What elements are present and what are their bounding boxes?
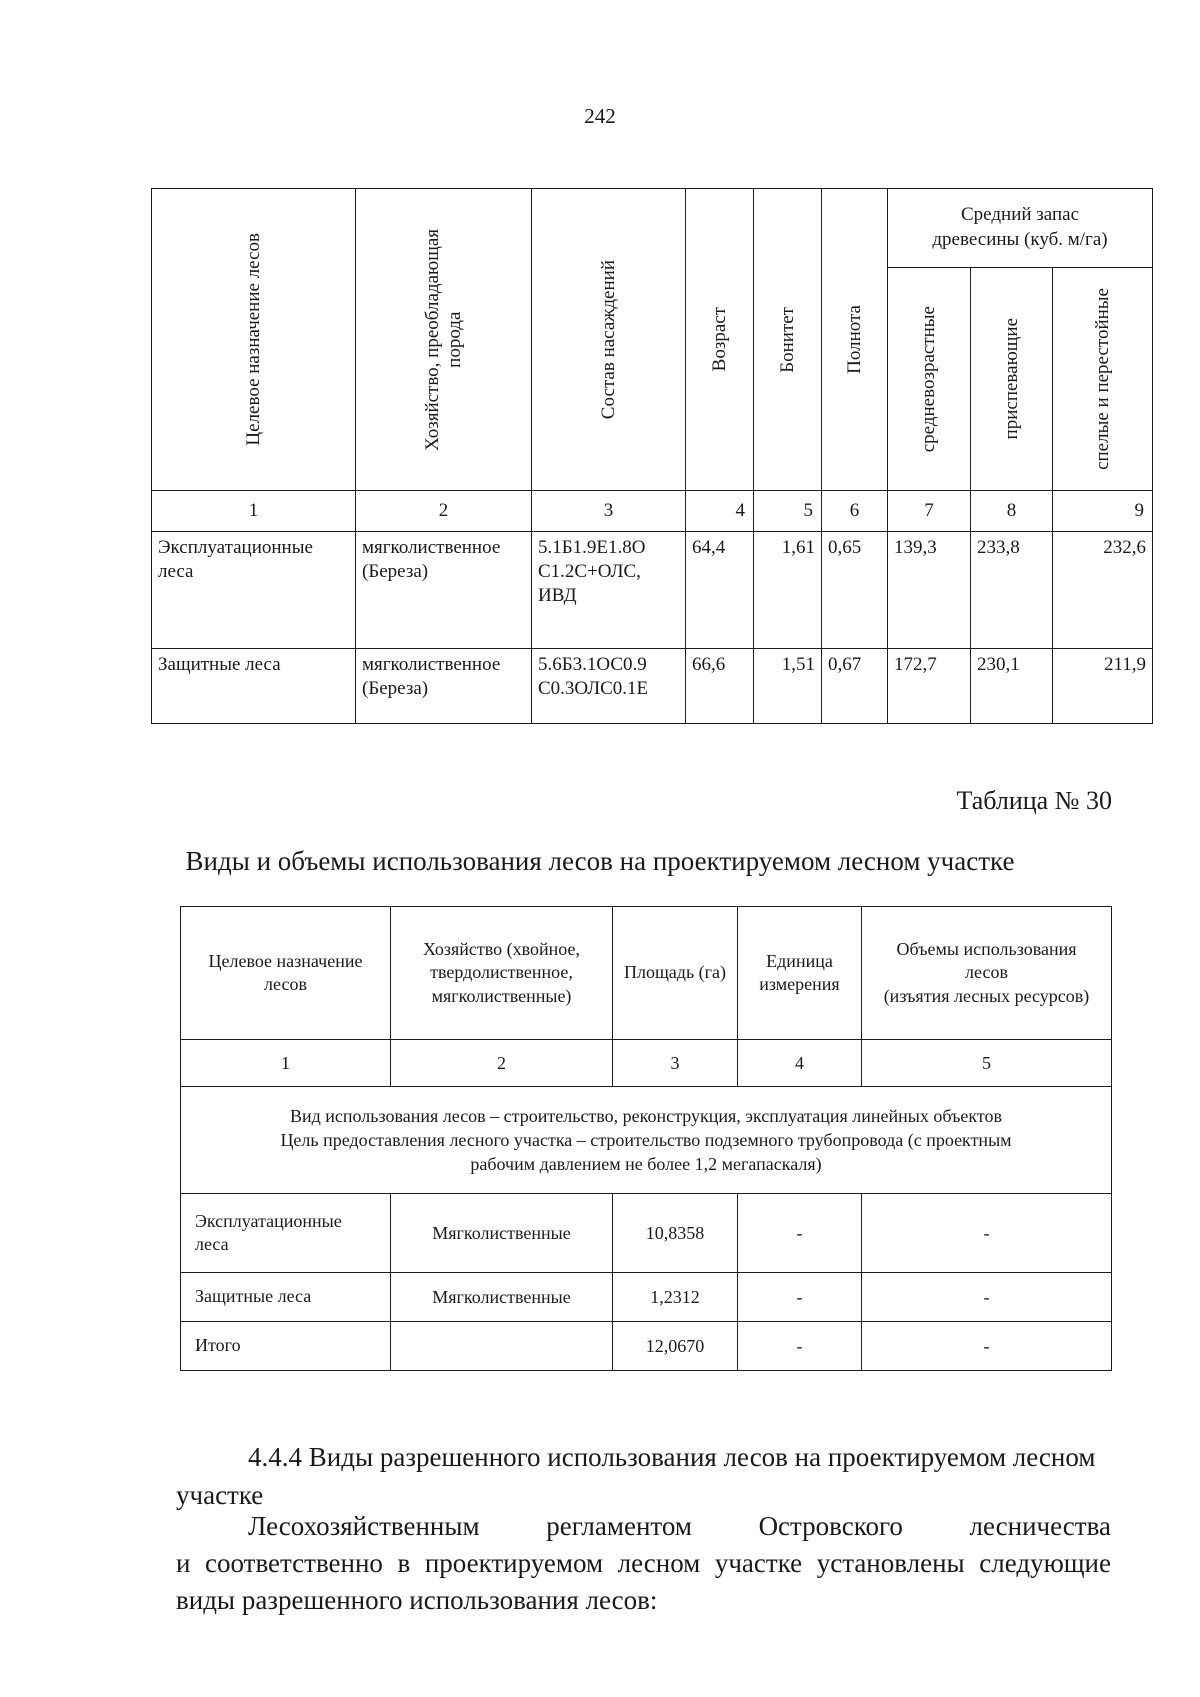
header-age: Возраст <box>686 189 754 491</box>
cell-species: мягколиственное (Береза) <box>356 532 532 649</box>
cell-density: 0,65 <box>822 532 888 649</box>
header-stock-ripening: приспевающие <box>971 268 1053 491</box>
header-stock-mature: спелые и перестойные <box>1053 268 1153 491</box>
cell-bonitet: 1,51 <box>754 649 822 724</box>
cell-stock-mid: 172,7 <box>888 649 971 724</box>
col-number: 8 <box>971 491 1053 532</box>
header-species: Хозяйство, преобладающая порода <box>356 189 532 491</box>
header-volume: Объемы использования лесов (изъятия лесных ресурсов) <box>862 907 1112 1040</box>
cell-area: 1,2312 <box>613 1273 738 1322</box>
cell-volume: - <box>862 1322 1112 1371</box>
table-row <box>181 1273 1112 1322</box>
cell-age: 66,6 <box>686 649 754 724</box>
col-number: 1 <box>152 491 356 532</box>
col-number: 1 <box>181 1040 391 1087</box>
table-title: Виды и объемы использования лесов на проектируемом лесном участке <box>185 846 1015 876</box>
table-row <box>181 1194 1112 1273</box>
table-row <box>152 532 1153 649</box>
cell-area: 12,0670 <box>613 1322 738 1371</box>
header-economy: Хозяйство (хвойное, твердолиственное, мягколиственные) <box>391 907 613 1040</box>
cell-density: 0,67 <box>822 649 888 724</box>
cell-species: мягколиственное (Береза) <box>356 649 532 724</box>
cell-stock-ripening: 230,1 <box>971 649 1053 724</box>
cell-volume: - <box>862 1194 1112 1273</box>
col-number: 3 <box>532 491 686 532</box>
cell-composition: 5.6Б3.1ОС0.9 С0.3ОЛС0.1Е <box>532 649 686 724</box>
column-number-row <box>152 491 1153 532</box>
cell-bonitet: 1,61 <box>754 532 822 649</box>
header-unit: Единица измерения <box>738 907 862 1040</box>
col-number: 6 <box>822 491 888 532</box>
header-purpose: Целевое назначение лесов <box>152 189 356 491</box>
column-number-row <box>181 1040 1112 1087</box>
page-number: 242 <box>584 104 616 128</box>
col-number: 3 <box>613 1040 738 1087</box>
col-number: 4 <box>686 491 754 532</box>
cell-purpose: Эксплуатационные леса <box>152 532 356 649</box>
header-density: Полнота <box>822 189 888 491</box>
table-row <box>181 1322 1112 1371</box>
cell-composition: 5.1Б1.9Е1.8О С1.2С+ОЛС, ИВД <box>532 532 686 649</box>
cell-unit: - <box>738 1322 862 1371</box>
cell-volume: - <box>862 1273 1112 1322</box>
header-composition: Состав насаждений <box>532 189 686 491</box>
cell-unit: - <box>738 1273 862 1322</box>
cell-purpose: Итого <box>181 1322 391 1371</box>
table-row <box>152 649 1153 724</box>
col-number: 2 <box>356 491 532 532</box>
cell-stock-mature: 211,9 <box>1053 649 1153 724</box>
cell-purpose: Защитные леса <box>152 649 356 724</box>
usage-note: Вид использования лесов – строительство, реконструкция, эксплуатация линейных объектов Цель предоставления лесного участка – строительство подземного трубопровода (с проектным рабочим давлением не более 1,2 мегапаскаля) <box>181 1087 1112 1194</box>
col-number: 4 <box>738 1040 862 1087</box>
col-number: 5 <box>862 1040 1112 1087</box>
header-area: Площадь (га) <box>613 907 738 1040</box>
cell-purpose: Защитные леса <box>181 1273 391 1322</box>
cell-stock-mature: 232,6 <box>1053 532 1153 649</box>
cell-economy <box>391 1322 613 1371</box>
col-number: 7 <box>888 491 971 532</box>
cell-purpose: Эксплуатационные леса <box>181 1194 391 1273</box>
section-heading: 4.4.4 Виды разрешенного использования лесов на проектируемом лесном участке <box>176 1442 1096 1510</box>
forest-stock-table <box>151 188 1153 724</box>
header-stock-mid: средневозрастные <box>888 268 971 491</box>
cell-economy: Мягколиственные <box>391 1273 613 1322</box>
cell-economy: Мягколиственные <box>391 1194 613 1273</box>
cell-stock-mid: 139,3 <box>888 532 971 649</box>
col-number: 5 <box>754 491 822 532</box>
cell-area: 10,8358 <box>613 1194 738 1273</box>
table-label: Таблица № 30 <box>956 786 1112 815</box>
cell-stock-ripening: 233,8 <box>971 532 1053 649</box>
cell-unit: - <box>738 1194 862 1273</box>
header-purpose: Целевое назначение лесов <box>181 907 391 1040</box>
forest-usage-table <box>180 906 1112 1371</box>
col-number: 9 <box>1053 491 1153 532</box>
col-number: 2 <box>391 1040 613 1087</box>
header-bonitet: Бонитет <box>754 189 822 491</box>
section-paragraph: Лесохозяйственным регламентом Островского лесничества и соответственно в проектируемом лесном участке установлены следующие виды разрешенного использования лесов: <box>176 1511 1111 1615</box>
cell-age: 64,4 <box>686 532 754 649</box>
header-stock-group: Средний запас древесины (куб. м/га) <box>888 189 1153 268</box>
